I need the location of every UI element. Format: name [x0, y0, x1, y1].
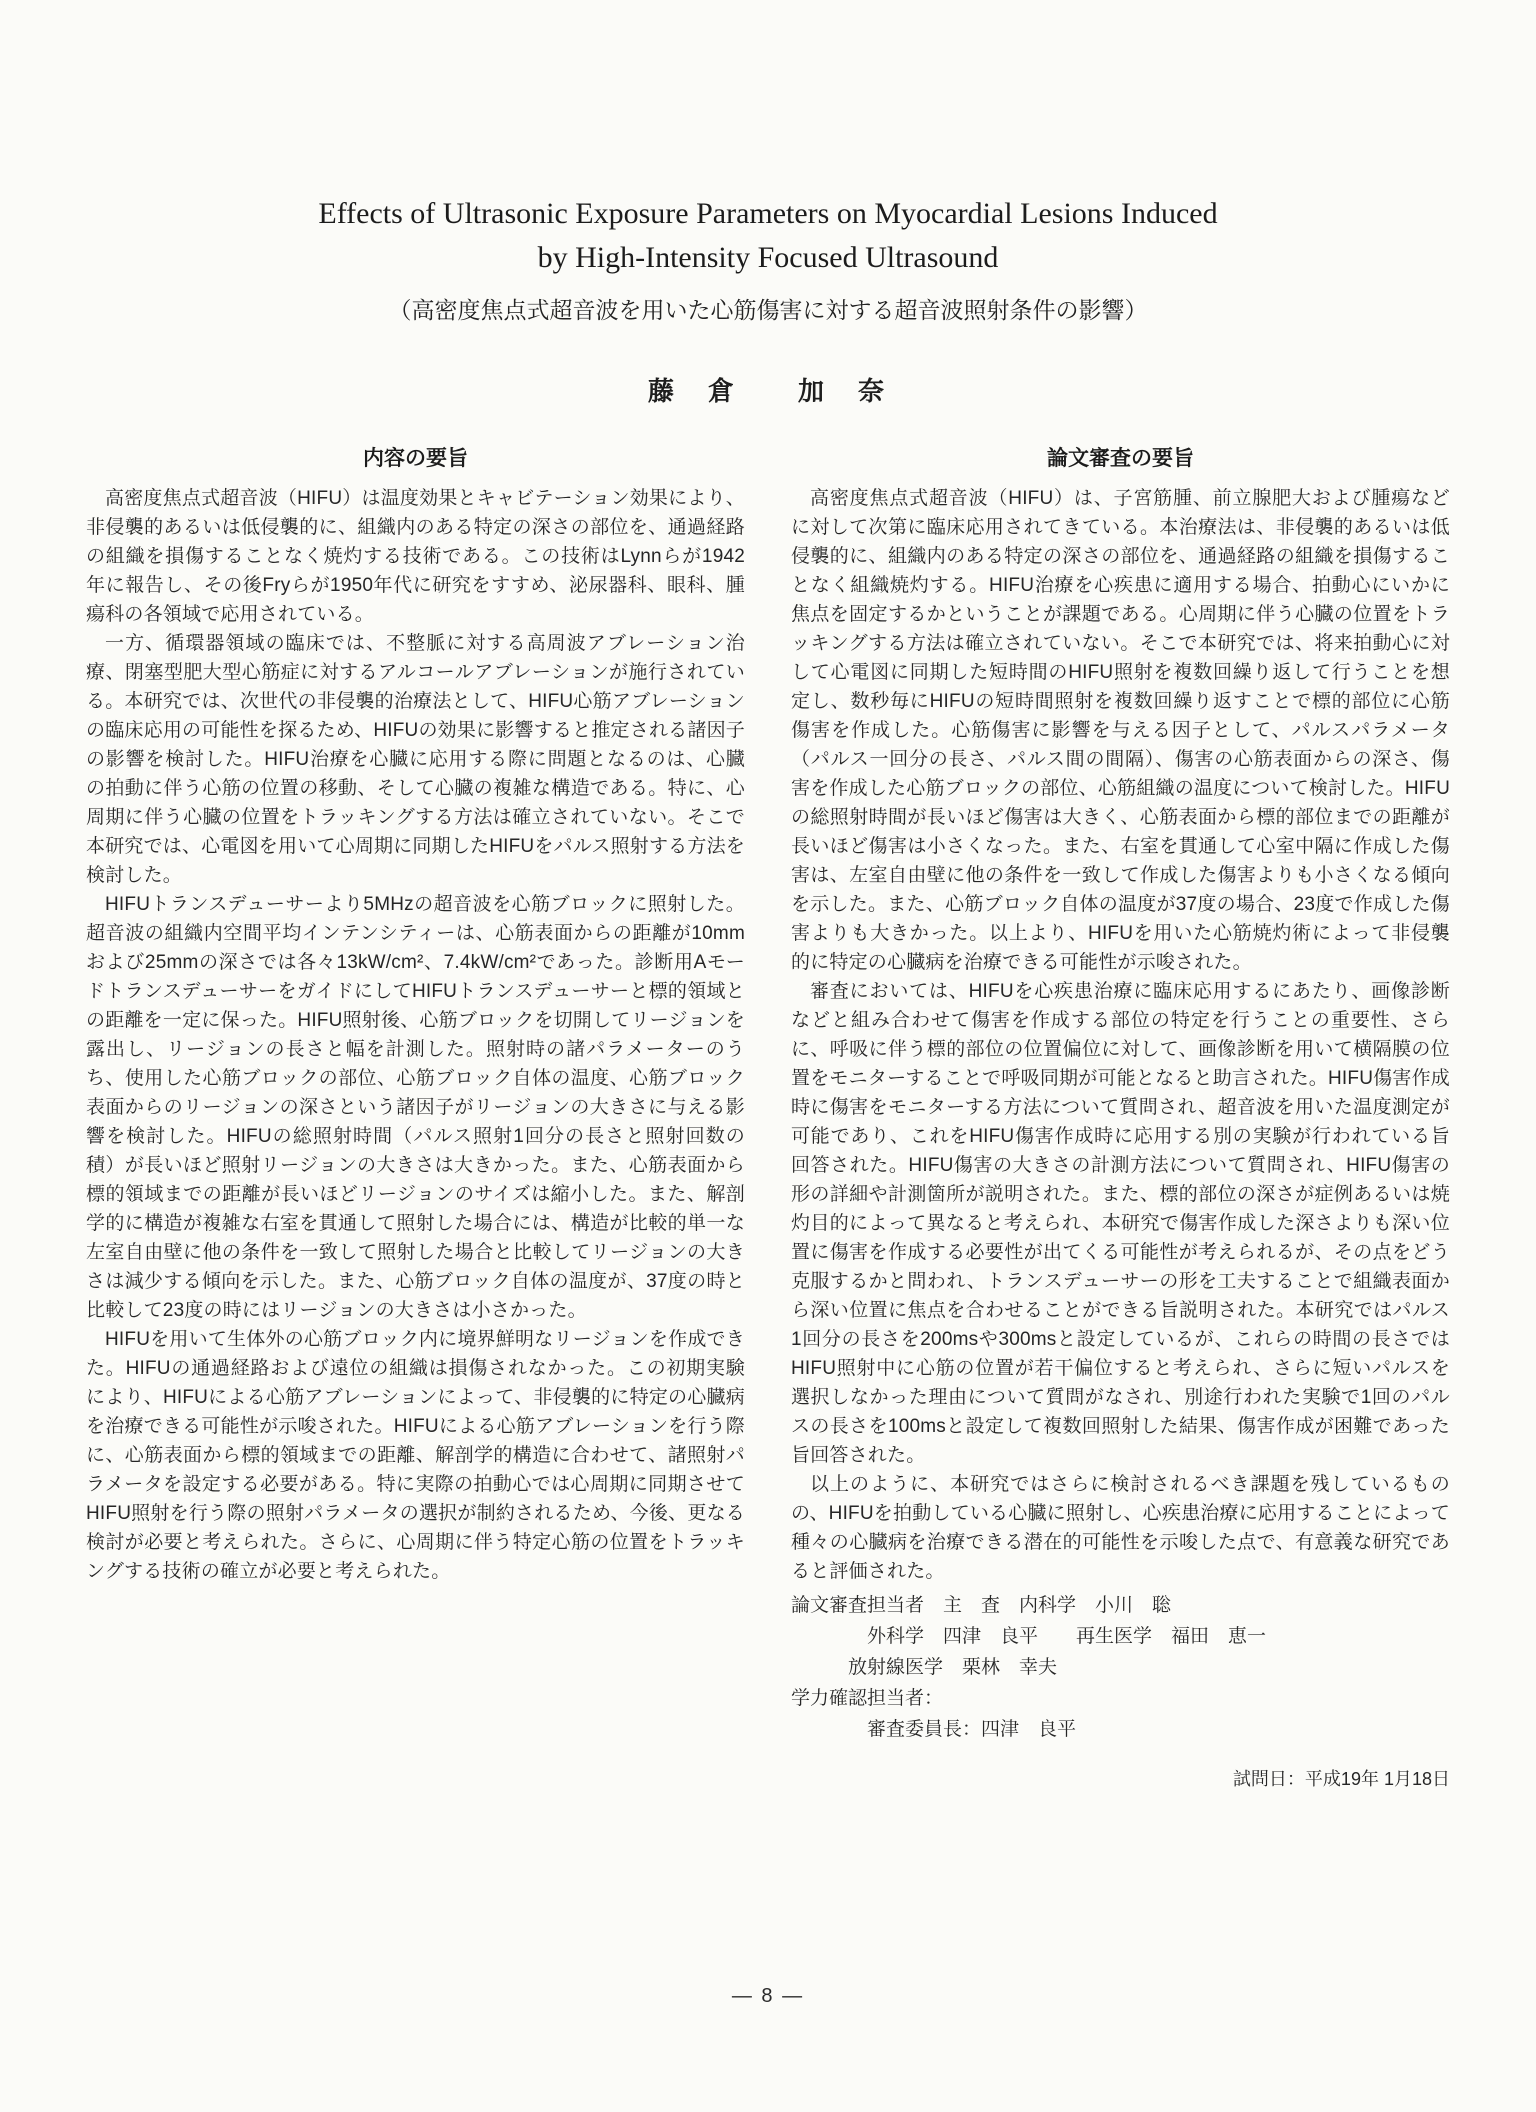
- page-number: — 8 —: [731, 1985, 805, 2007]
- abstract-paragraph-1: 高密度焦点式超音波（HIFU）は温度効果とキャビテーション効果により、非侵襲的あるいは低侵襲的に、組織内のある特定の深さの部位を、通過経路の組織を損傷することなく焼灼する技術である。この技術はLynnらが1942年に報告し、その後Fryらが1950年代に研究をすすめ、泌尿器科、眼科、腫瘍科の各領域で応用されている。: [86, 488, 745, 625]
- review-paragraph-1: 高密度焦点式超音波（HIFU）は、子宮筋腫、前立腺肥大および腫瘍などに対して次第に臨床応用されてきている。本治療法は、非侵襲的あるいは低侵襲的に、組織内のある特定の深さの部位を、通過経路の組織を損傷することなく組織焼灼する。HIFU治療を心疾患に適用する場合、拍動心にいかに焦点を固定するかということが課題である。心周期に伴う心臓の位置をトラッキングする方法は確立されていない。そこで本研究では、将来拍動心に対して心電図に同期した短時間のHIFU照射を複数回繰り返して行うことを想定し、数秒毎にHIFUの短時間照射を複数回繰り返すことで標的部位に心筋傷害を作成した。心筋傷害に影響を与える因子として、パルスパラメータ（パルス一回分の長さ、パルス間の間隔）、傷害の心筋表面からの深さ、傷害を作成した心筋ブロックの部位、心筋組織の温度について検討した。HIFUの総照射時間が長いほど傷害は大きく、心筋表面から標的部位までの距離が長いほど傷害は小さくなった。また、右室を貫通して心室中隔に作成した傷害は、左室自由壁に他の条件を一致して作成した傷害よりも小さくなる傾向を示した。また、心筋ブロック自体の温度が37度の場合、23度で作成した傷害よりも大きかった。以上より、HIFUを用いた心筋焼灼術によって非侵襲的に特定の心臓病を治療できる可能性が示唆された。: [791, 488, 1451, 973]
- committee-line-examiners-2: 放射線医学 栗林 幸夫: [791, 1657, 1058, 1678]
- review-paragraph-2: 審査においては、HIFUを心疾患治療に臨床応用するにあたり、画像診断などと組み合わせて傷害を作成する部位の特定を行うことの重要性、さらに、呼吸に伴う標的部位の位置偏位に対して、画像診断を用いて横隔膜の位置をモニターすることで呼吸同期が可能となると助言された。HIFU傷害作成時に傷害をモニターする方法について質問され、超音波を用いた温度測定が可能であり、これをHIFU傷害作成時に応用する別の実験が行われている旨回答された。HIFU傷害の大きさの計測方法について質問され、HIFU傷害の形の詳細や計測箇所が説明された。また、標的部位の深さが症例あるいは焼灼目的によって異なると考えられ、本研究で傷害作成した深さよりも深い位置に傷害を作成する必要性が出てくる可能性が考えられるが、その点をどう克服するかと問われ、トランスデューサーの形を工夫することで組織表面から深い位置に焦点を合わせることができる旨説明された。本研究ではパルス1回分の長さを200msや300msと設定しているが、これらの時間の長さではHIFU照射中に心筋の位置が若干偏位すると考えられ、さらに短いパルスを選択しなかった理由について質問がなされ、別途行われた実験で1回のパルスの長さを100msと設定して複数回照射した結果、傷害作成が困難であった旨回答された。: [791, 981, 1450, 1466]
- committee-line-examiners-1: 外科学 四津 良平 再生医学 福田 恵一: [791, 1626, 1267, 1647]
- committee-line-chairperson: 審査委員長：四津 良平: [791, 1719, 1077, 1740]
- document-title: [86, 192, 1450, 280]
- examination-committee-block: [791, 1590, 1450, 1745]
- committee-line-chief-examiner: 論文審査担当者 主 査 内科学 小川 聡: [791, 1595, 1172, 1616]
- abstract-paragraph-3: HIFUトランスデューサーより5MHzの超音波を心筋ブロックに照射した。超音波の組織内空間平均インテンシティーは、心筋表面からの距離が10mmおよび25mmの深さでは各々13kW/cm²、7.4kW/cm²であった。診断用AモードトランスデューサーをガイドにしてHIFUトランスデューサーと標的領域との距離を一定に保った。HIFU照射後、心筋ブロックを切開してリージョンを露出し、リージョンの長さと幅を計測した。照射時の諸パラメーターのうち、使用した心筋ブロックの部位、心筋ブロック自体の温度、心筋ブロック表面からのリージョンの深さという諸因子がリージョンの大きさに与える影響を検討した。HIFUの総照射時間（パルス照射1回分の長さと照射回数の積）が長いほど照射リージョンの大きさは大きかった。また、心筋表面から標的領域までの距離が長いほどリージョンのサイズは縮小した。また、解剖学的に構造が複雑な右室を貫通して照射した場合には、構造が比較的単一な左室自由壁に他の条件を一致して照射した場合と比較してリージョンの大きさは減少する傾向を示した。また、心筋ブロック自体の温度が、37度の時と比較して23度の時にはリージョンの大きさは小さかった。: [86, 894, 745, 1321]
- title-line-2: by High-Intensity Focused Ultrasound: [537, 241, 999, 274]
- left-column-content-summary: [86, 442, 745, 1791]
- abstract-paragraph-2: 一方、循環器領域の臨床では、不整脈に対する高周波アブレーション治療、閉塞型肥大型心筋症に対するアルコールアブレーションが施行されている。本研究では、次世代の非侵襲的治療法として、HIFU心筋アブレーションの臨床応用の可能性を探るため、HIFUの効果に影響すると推定される諸因子の影響を検討した。HIFU治療を心臓に応用する際に問題となるのは、心臓の拍動に伴う心筋の位置の移動、そして心臓の複雑な構造である。特に、心周期に伴う心臓の位置をトラッキングする方法は確立されていない。そこで本研究では、心電図を用いて心周期に同期したHIFUをパルス照射する方法を検討した。: [86, 633, 745, 886]
- right-column-heading: 論文審査の要旨: [1047, 447, 1194, 470]
- right-column-review-summary: [791, 442, 1450, 1791]
- abstract-paragraph-4: HIFUを用いて生体外の心筋ブロック内に境界鮮明なリージョンを作成できた。HIFUの通過経路および遠位の組織は損傷されなかった。この初期実験により、HIFUによる心筋アブレーションによって、非侵襲的に特定の心臓病を治療できる可能性が示唆された。HIFUによる心筋アブレーションを行う際に、心筋表面から標的領域までの距離、解剖学的構造に合わせて、諸照射パラメータを設定する必要がある。特に実際の拍動心では心周期に同期させてHIFU照射を行う際の照射パラメータの選択が制約されるため、今後、更なる検討が必要と考えられた。さらに、心周期に伴う特定心筋の位置をトラッキングする技術の確立が必要と考えられた。: [86, 1329, 745, 1582]
- review-paragraph-3: 以上のように、本研究ではさらに検討されるべき課題を残しているものの、HIFUを拍動している心臓に照射し、心疾患治療に応用することによって種々の心臓病を治療できる潜在的可能性を示唆した点で、有意義な研究であると評価された。: [791, 1474, 1450, 1582]
- exam-date: 試問日：平成19年 1月18日: [1232, 1769, 1450, 1789]
- committee-line-qualification: 学力確認担当者：: [791, 1688, 944, 1709]
- left-column-heading: 内容の要旨: [363, 447, 468, 470]
- title-line-1: Effects of Ultrasonic Exposure Parameters on Myocardial Lesions Induced: [318, 197, 1218, 230]
- document-subtitle-japanese: （高密度焦点式超音波を用いた心筋傷害に対する超音波照射条件の影響）: [388, 297, 1148, 323]
- author-name: 藤 倉 加 奈: [647, 376, 888, 406]
- two-column-body: [86, 442, 1450, 1791]
